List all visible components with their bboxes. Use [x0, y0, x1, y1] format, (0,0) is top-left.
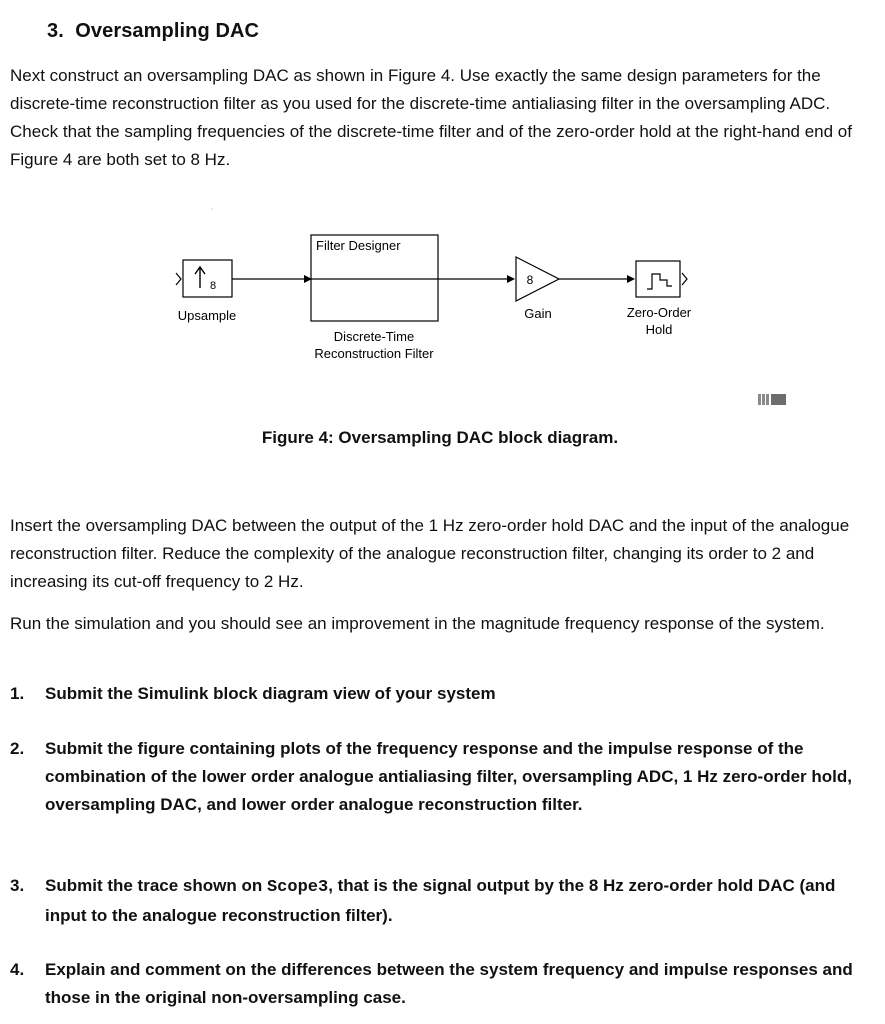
stray-dot — [211, 208, 213, 210]
task-item-4 — [10, 956, 876, 1016]
zoh-label-line1: Zero-Order — [626, 305, 692, 320]
bars-icon — [756, 393, 786, 406]
gain-label: Gain — [524, 306, 552, 321]
task-number: 1. — [10, 684, 25, 703]
upsample-label: Upsample — [177, 308, 237, 323]
gain-block[interactable] — [516, 257, 559, 301]
task-text: Submit the figure containing plots of the frequency response and the impulse response of the combination of the lower order analogue antialiasing filter, oversampling ADC, 1 Hz zero-order hold, oversampling DAC, and lower order analogue reconstruction filter. — [45, 739, 852, 814]
filter-designer-title: Filter Designer — [316, 238, 401, 253]
task-text: Submit the trace shown on Scope3, that is the signal output by the 8 Hz zero-order hold DAC (and input to the analogue reconstruction filter). — [45, 876, 836, 925]
task-number: 4. — [10, 960, 25, 979]
filter-designer-block[interactable] — [311, 235, 438, 321]
task-item-1 — [10, 680, 876, 710]
upsample-factor: 8 — [210, 280, 217, 292]
task-item-3 — [10, 872, 876, 932]
gain-value: 8 — [526, 273, 534, 287]
section-number: 3. — [47, 20, 64, 42]
filter-label-line2: Reconstruction Filter — [314, 346, 434, 361]
intro-paragraph: Next construct an oversampling DAC as shown in Figure 4. Use exactly the same design parameters for the discrete-time reconstruction filter as you used for the discrete-time antialiasing filter in the oversampling ADC. Check that the sampling frequencies of the discrete-time filter and of the zero-order hold at the right-hand end of Figure 4 are both set to 8 Hz. — [10, 66, 852, 169]
task-number: 3. — [10, 876, 25, 895]
figure-caption: Figure 4: Oversampling DAC block diagram. — [261, 428, 619, 447]
task-item-2 — [10, 735, 876, 825]
block-diagram — [0, 200, 885, 420]
filter-label-line1: Discrete-Time — [333, 329, 415, 344]
upsample-block[interactable] — [176, 260, 232, 297]
run-paragraph: Run the simulation and you should see an improvement in the magnitude frequency response of the system. — [10, 614, 825, 633]
output-port-chevron — [682, 273, 687, 285]
zoh-label-line2: Hold — [645, 322, 673, 337]
insert-paragraph: Insert the oversampling DAC between the output of the 1 Hz zero-order hold DAC and the input of the analogue reconstruction filter. Reduce the complexity of the analogue reconstruction filter, changing its order to 2 and increasing its cut-off frequency to 2 Hz. — [10, 516, 850, 591]
task-text: Explain and comment on the differences between the system frequency and impulse responses and those in the original non-oversampling case. — [45, 960, 853, 1007]
task-number: 2. — [10, 739, 25, 758]
section-heading — [47, 20, 259, 43]
scope-code: Scope3 — [266, 878, 329, 897]
input-port-chevron — [176, 273, 181, 285]
section-title: Oversampling DAC — [75, 20, 260, 42]
zero-order-hold-block[interactable] — [636, 261, 687, 297]
task-text: Submit the Simulink block diagram view of your system — [45, 684, 496, 703]
